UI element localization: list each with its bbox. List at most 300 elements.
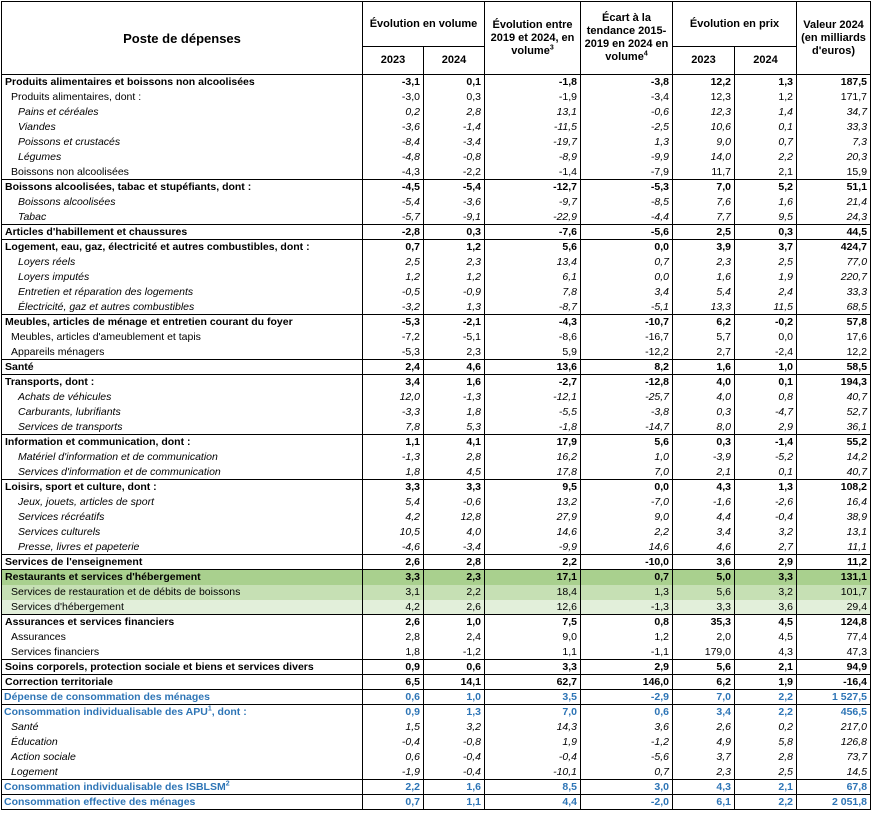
row-value: 3,7: [673, 750, 735, 765]
table-row: [2, 465, 871, 480]
row-value: -5,3: [581, 180, 673, 195]
row-value: 9,0: [673, 135, 735, 150]
row-value: 2,1: [735, 780, 797, 795]
row-value: 0,6: [363, 750, 424, 765]
table-row: [2, 720, 871, 735]
row-value: 13,1: [797, 525, 871, 540]
row-value: 3,1: [363, 585, 424, 600]
row-label-text: Services de restauration et de débits de boissons: [11, 586, 241, 598]
row-value: 3,0: [581, 780, 673, 795]
row-value: 2,9: [735, 420, 797, 435]
row-value: 2,8: [424, 105, 485, 120]
row-value: -7,9: [581, 165, 673, 180]
row-label: [2, 495, 363, 510]
table-row: [2, 300, 871, 315]
row-value: 7,5: [485, 615, 581, 630]
row-value: 38,9: [797, 510, 871, 525]
row-label: [2, 255, 363, 270]
row-value: 0,8: [581, 615, 673, 630]
table-row: [2, 225, 871, 240]
row-label-text: Éducation: [11, 736, 58, 748]
row-value: 2,2: [485, 555, 581, 570]
row-value: 217,0: [797, 720, 871, 735]
table-row: [2, 750, 871, 765]
header-poste: Poste de dépenses: [2, 2, 363, 75]
row-value: 2,2: [363, 780, 424, 795]
row-value: 7,7: [673, 210, 735, 225]
row-value: 11,2: [797, 555, 871, 570]
row-value: -1,9: [363, 765, 424, 780]
row-label: [2, 315, 363, 330]
row-label: [2, 300, 363, 315]
header-evol-entre: [485, 2, 581, 75]
table-row: [2, 240, 871, 255]
row-value: -1,3: [581, 600, 673, 615]
row-value: 5,0: [673, 570, 735, 585]
row-value: 35,3: [673, 615, 735, 630]
row-value: 0,9: [363, 705, 424, 720]
row-value: 6,1: [673, 795, 735, 810]
row-value: -0,8: [424, 150, 485, 165]
row-value: -0,9: [424, 285, 485, 300]
row-value: -5,6: [581, 750, 673, 765]
table-row: [2, 570, 871, 585]
row-value: 2,3: [424, 570, 485, 585]
table-row: [2, 645, 871, 660]
row-value: 2,5: [673, 225, 735, 240]
row-value: 4,1: [424, 435, 485, 450]
row-value: 3,3: [363, 570, 424, 585]
row-value: 2 051,8: [797, 795, 871, 810]
table-row: [2, 270, 871, 285]
row-value: 2,0: [673, 630, 735, 645]
row-value: -3,4: [424, 135, 485, 150]
row-label: [2, 435, 363, 450]
row-value: 4,5: [735, 630, 797, 645]
row-value: -16,7: [581, 330, 673, 345]
row-value: -3,1: [363, 75, 424, 90]
row-value: -12,8: [581, 375, 673, 390]
row-value: -8,5: [581, 195, 673, 210]
table-row: [2, 90, 871, 105]
header-prix-2024: 2024: [735, 47, 797, 75]
row-value: -9,9: [581, 150, 673, 165]
row-label: [2, 735, 363, 750]
row-value: 73,7: [797, 750, 871, 765]
row-value: 0,1: [735, 120, 797, 135]
row-value: -8,4: [363, 135, 424, 150]
row-value: 27,9: [485, 510, 581, 525]
row-value: 131,1: [797, 570, 871, 585]
row-value: 0,1: [735, 375, 797, 390]
row-value: 20,3: [797, 150, 871, 165]
row-value: 0,6: [363, 690, 424, 705]
row-value: 2,2: [735, 705, 797, 720]
table-row: [2, 480, 871, 495]
header-prix-2023: 2023: [673, 47, 735, 75]
row-label: [2, 675, 363, 690]
header-evol-prix: Évolution en prix: [673, 2, 797, 47]
row-value: 9,0: [485, 630, 581, 645]
table-row: [2, 165, 871, 180]
row-value: 0,7: [581, 570, 673, 585]
row-value: -1,8: [485, 75, 581, 90]
row-label-text: Logement, eau, gaz, électricité et autres combustibles, dont :: [5, 241, 310, 254]
row-value: -0,4: [424, 750, 485, 765]
row-value: 1,0: [424, 690, 485, 705]
row-value: 2,1: [673, 465, 735, 480]
row-label: [2, 570, 363, 585]
row-label-text: Services financiers: [11, 645, 100, 658]
row-value: 17,1: [485, 570, 581, 585]
row-value: 3,6: [735, 600, 797, 615]
row-value: 13,1: [485, 105, 581, 120]
row-value: -4,4: [581, 210, 673, 225]
row-value: -12,2: [581, 345, 673, 360]
row-value: 4,0: [673, 390, 735, 405]
row-value: 1,6: [424, 780, 485, 795]
row-value: 12,0: [363, 390, 424, 405]
row-value: -11,5: [485, 120, 581, 135]
row-value: -1,9: [485, 90, 581, 105]
row-value: -5,1: [581, 300, 673, 315]
row-value: 16,4: [797, 495, 871, 510]
row-label-text: Produits alimentaires, dont :: [11, 91, 142, 103]
row-value: 1,4: [735, 105, 797, 120]
row-value: 5,9: [485, 345, 581, 360]
row-value: -2,4: [735, 345, 797, 360]
row-value: 2,8: [363, 630, 424, 645]
row-value: 4,4: [673, 510, 735, 525]
row-label: [2, 765, 363, 780]
row-value: 36,1: [797, 420, 871, 435]
row-label: [2, 345, 363, 360]
row-value: -1,4: [735, 435, 797, 450]
row-label-text: Assurances: [11, 631, 66, 643]
row-label: [2, 150, 363, 165]
row-label-text: Articles d'habillement et chaussures: [5, 226, 188, 238]
row-value: 55,2: [797, 435, 871, 450]
row-value: 101,7: [797, 585, 871, 600]
row-label: [2, 645, 363, 660]
row-label: [2, 780, 363, 795]
row-label-text: Meubles, articles de ménage et entretien courant du foyer: [5, 316, 293, 329]
row-label: [2, 195, 363, 210]
row-value: 0,2: [363, 105, 424, 120]
row-value: 2,9: [581, 660, 673, 675]
row-value: -8,6: [485, 330, 581, 345]
row-value: 3,9: [673, 240, 735, 255]
row-value: -3,3: [363, 405, 424, 420]
row-value: 1,8: [363, 645, 424, 660]
row-value: 4,5: [424, 465, 485, 480]
row-value: 2,2: [735, 690, 797, 705]
row-value: 14,2: [797, 450, 871, 465]
row-value: 0,1: [735, 465, 797, 480]
row-value: 1,8: [363, 465, 424, 480]
row-value: -3,6: [363, 120, 424, 135]
row-value: 2,5: [735, 255, 797, 270]
row-value: 2,4: [735, 285, 797, 300]
row-value: -9,1: [424, 210, 485, 225]
header-ecart-text: Écart à la tendance 2015-2019 en 2024 en volume: [584, 12, 669, 63]
row-label-text: Soins corporels, protection sociale et biens et services divers: [5, 661, 314, 673]
row-value: 0,3: [424, 90, 485, 105]
table-row: [2, 435, 871, 450]
row-label-note: 2: [225, 780, 230, 788]
row-value: 2,8: [424, 555, 485, 570]
row-value: -0,4: [735, 510, 797, 525]
row-value: 94,9: [797, 660, 871, 675]
row-value: 51,1: [797, 180, 871, 195]
row-value: -3,8: [581, 405, 673, 420]
row-label-text: Tabac: [18, 210, 47, 223]
table-row: [2, 450, 871, 465]
row-value: 12,6: [485, 600, 581, 615]
row-value: 7,8: [485, 285, 581, 300]
row-value: 14,1: [424, 675, 485, 690]
row-value: 5,2: [735, 180, 797, 195]
row-value: 6,2: [673, 675, 735, 690]
table-row: [2, 135, 871, 150]
row-value: 8,2: [581, 360, 673, 375]
row-value: 2,6: [363, 615, 424, 630]
row-value: 4,0: [673, 375, 735, 390]
row-label: [2, 525, 363, 540]
row-value: 2,1: [735, 165, 797, 180]
row-value: 2,2: [735, 795, 797, 810]
row-value: -8,9: [485, 150, 581, 165]
row-value: 3,4: [673, 525, 735, 540]
row-value: -4,7: [735, 405, 797, 420]
row-value: -12,1: [485, 390, 581, 405]
row-value: -1,1: [581, 645, 673, 660]
row-value: 1,3: [424, 300, 485, 315]
row-value: 2,3: [673, 255, 735, 270]
row-label: [2, 360, 363, 375]
table-row: [2, 75, 871, 90]
row-value: 1,1: [424, 795, 485, 810]
table-row: [2, 690, 871, 705]
row-value: 171,7: [797, 90, 871, 105]
row-label-text: Consommation individualisable des APU: [4, 706, 208, 719]
row-value: -9,7: [485, 195, 581, 210]
row-value: 0,6: [424, 660, 485, 675]
row-label-text: Services culturels: [18, 526, 101, 538]
row-value: -0,8: [424, 735, 485, 750]
row-value: 52,7: [797, 405, 871, 420]
row-value: 187,5: [797, 75, 871, 90]
row-value: -12,7: [485, 180, 581, 195]
row-value: 2,4: [424, 630, 485, 645]
row-label: [2, 225, 363, 240]
row-value: -4,5: [363, 180, 424, 195]
row-value: 12,2: [797, 345, 871, 360]
row-value: 3,2: [424, 720, 485, 735]
row-label: [2, 375, 363, 390]
row-value: 3,3: [735, 570, 797, 585]
row-value: 34,7: [797, 105, 871, 120]
row-value: 0,7: [363, 795, 424, 810]
row-value: -1,6: [673, 495, 735, 510]
row-label-text: Services d'hébergement: [11, 600, 124, 613]
table-row: [2, 420, 871, 435]
row-label-text: Appareils ménagers: [11, 345, 105, 358]
row-label-text: Meubles, articles d'ameublement et tapis: [11, 331, 201, 343]
row-value: 57,8: [797, 315, 871, 330]
row-value: 2,6: [673, 720, 735, 735]
row-value: 1,0: [735, 360, 797, 375]
row-value: -1,8: [485, 420, 581, 435]
row-value: 3,4: [581, 285, 673, 300]
row-value: 17,8: [485, 465, 581, 480]
row-value: 13,4: [485, 255, 581, 270]
table-row: [2, 585, 871, 600]
row-label: [2, 405, 363, 420]
row-value: 33,3: [797, 285, 871, 300]
table-row: [2, 360, 871, 375]
row-value: 1,2: [363, 270, 424, 285]
row-value: 3,6: [673, 555, 735, 570]
row-value: -5,6: [581, 225, 673, 240]
row-value: 14,0: [673, 150, 735, 165]
row-value: 8,5: [485, 780, 581, 795]
row-value: 1,9: [735, 675, 797, 690]
row-label: [2, 105, 363, 120]
row-value: -3,6: [424, 195, 485, 210]
row-value: -4,6: [363, 540, 424, 555]
row-value: -1,4: [485, 165, 581, 180]
row-value: 0,3: [735, 225, 797, 240]
row-value: 5,3: [424, 420, 485, 435]
row-value: 456,5: [797, 705, 871, 720]
row-label-text: Boissons non alcoolisées: [11, 165, 129, 178]
row-value: 68,5: [797, 300, 871, 315]
row-value: 1,6: [673, 360, 735, 375]
row-value: -14,7: [581, 420, 673, 435]
row-value: 6,1: [485, 270, 581, 285]
row-label: [2, 90, 363, 105]
row-value: 33,3: [797, 120, 871, 135]
row-value: -2,7: [485, 375, 581, 390]
row-value: 3,2: [735, 525, 797, 540]
row-label-text: Services récréatifs: [18, 511, 105, 523]
row-value: 7,3: [797, 135, 871, 150]
table-row: [2, 525, 871, 540]
table-row: [2, 510, 871, 525]
row-value: 5,8: [735, 735, 797, 750]
row-value: 1,9: [485, 735, 581, 750]
row-value: -10,0: [581, 555, 673, 570]
row-value: 0,7: [581, 255, 673, 270]
row-value: 1,2: [581, 630, 673, 645]
row-value: 3,3: [363, 480, 424, 495]
row-value: -7,0: [581, 495, 673, 510]
row-value: 1,3: [581, 135, 673, 150]
row-value: -5,5: [485, 405, 581, 420]
row-label-text: Matériel d'information et de communication: [18, 451, 218, 463]
row-value: 5,6: [673, 585, 735, 600]
row-value: 8,0: [673, 420, 735, 435]
row-value: -5,7: [363, 210, 424, 225]
row-value: 2,9: [735, 555, 797, 570]
row-label-suffix: , dont :: [211, 706, 247, 719]
row-value: 1,3: [424, 705, 485, 720]
row-label-text: Jeux, jouets, articles de sport: [18, 496, 154, 508]
row-label: [2, 120, 363, 135]
row-label: [2, 480, 363, 495]
row-value: 3,5: [485, 690, 581, 705]
row-label: [2, 450, 363, 465]
row-value: -1,3: [363, 450, 424, 465]
row-label-text: Restaurants et services d'hébergement: [5, 571, 201, 584]
header-ecart-note: 4: [643, 50, 648, 58]
table-row: [2, 315, 871, 330]
row-value: 5,4: [673, 285, 735, 300]
row-value: 4,4: [485, 795, 581, 810]
row-value: 2,1: [735, 660, 797, 675]
row-label-text: Presse, livres et papeterie: [18, 540, 140, 553]
table-row: [2, 330, 871, 345]
row-value: 24,3: [797, 210, 871, 225]
row-value: 47,3: [797, 645, 871, 660]
row-value: 3,3: [424, 480, 485, 495]
table-body: [2, 75, 871, 810]
row-value: -3,8: [581, 75, 673, 90]
row-value: 58,5: [797, 360, 871, 375]
row-label: [2, 75, 363, 90]
table-row: [2, 540, 871, 555]
row-value: 0,0: [581, 240, 673, 255]
row-value: 0,7: [363, 240, 424, 255]
row-label: [2, 135, 363, 150]
row-value: 1,0: [581, 450, 673, 465]
row-value: 2,3: [673, 765, 735, 780]
row-label-text: Consommation individualisable des ISBLSM: [4, 781, 226, 793]
row-value: 4,6: [673, 540, 735, 555]
row-value: -2,9: [581, 690, 673, 705]
row-value: 12,3: [673, 90, 735, 105]
row-label: [2, 690, 363, 705]
row-label: [2, 270, 363, 285]
row-value: -16,4: [797, 675, 871, 690]
row-value: 15,9: [797, 165, 871, 180]
row-value: -19,7: [485, 135, 581, 150]
row-value: 1,6: [673, 270, 735, 285]
row-value: -7,2: [363, 330, 424, 345]
row-value: 11,5: [735, 300, 797, 315]
row-value: 0,9: [363, 660, 424, 675]
row-label: [2, 285, 363, 300]
row-value: 77,4: [797, 630, 871, 645]
table-row: [2, 735, 871, 750]
row-label-text: Transports, dont :: [5, 376, 95, 389]
row-label: [2, 465, 363, 480]
table-row: [2, 210, 871, 225]
row-value: -0,6: [581, 105, 673, 120]
row-value: 0,2: [735, 720, 797, 735]
row-value: 1,2: [424, 240, 485, 255]
row-value: 1,3: [581, 585, 673, 600]
row-value: -5,4: [424, 180, 485, 195]
row-value: 7,0: [673, 180, 735, 195]
row-value: 179,0: [673, 645, 735, 660]
row-label: [2, 180, 363, 195]
row-value: 1,1: [485, 645, 581, 660]
row-value: 0,6: [581, 705, 673, 720]
row-value: 4,0: [424, 525, 485, 540]
row-value: 2,2: [735, 150, 797, 165]
